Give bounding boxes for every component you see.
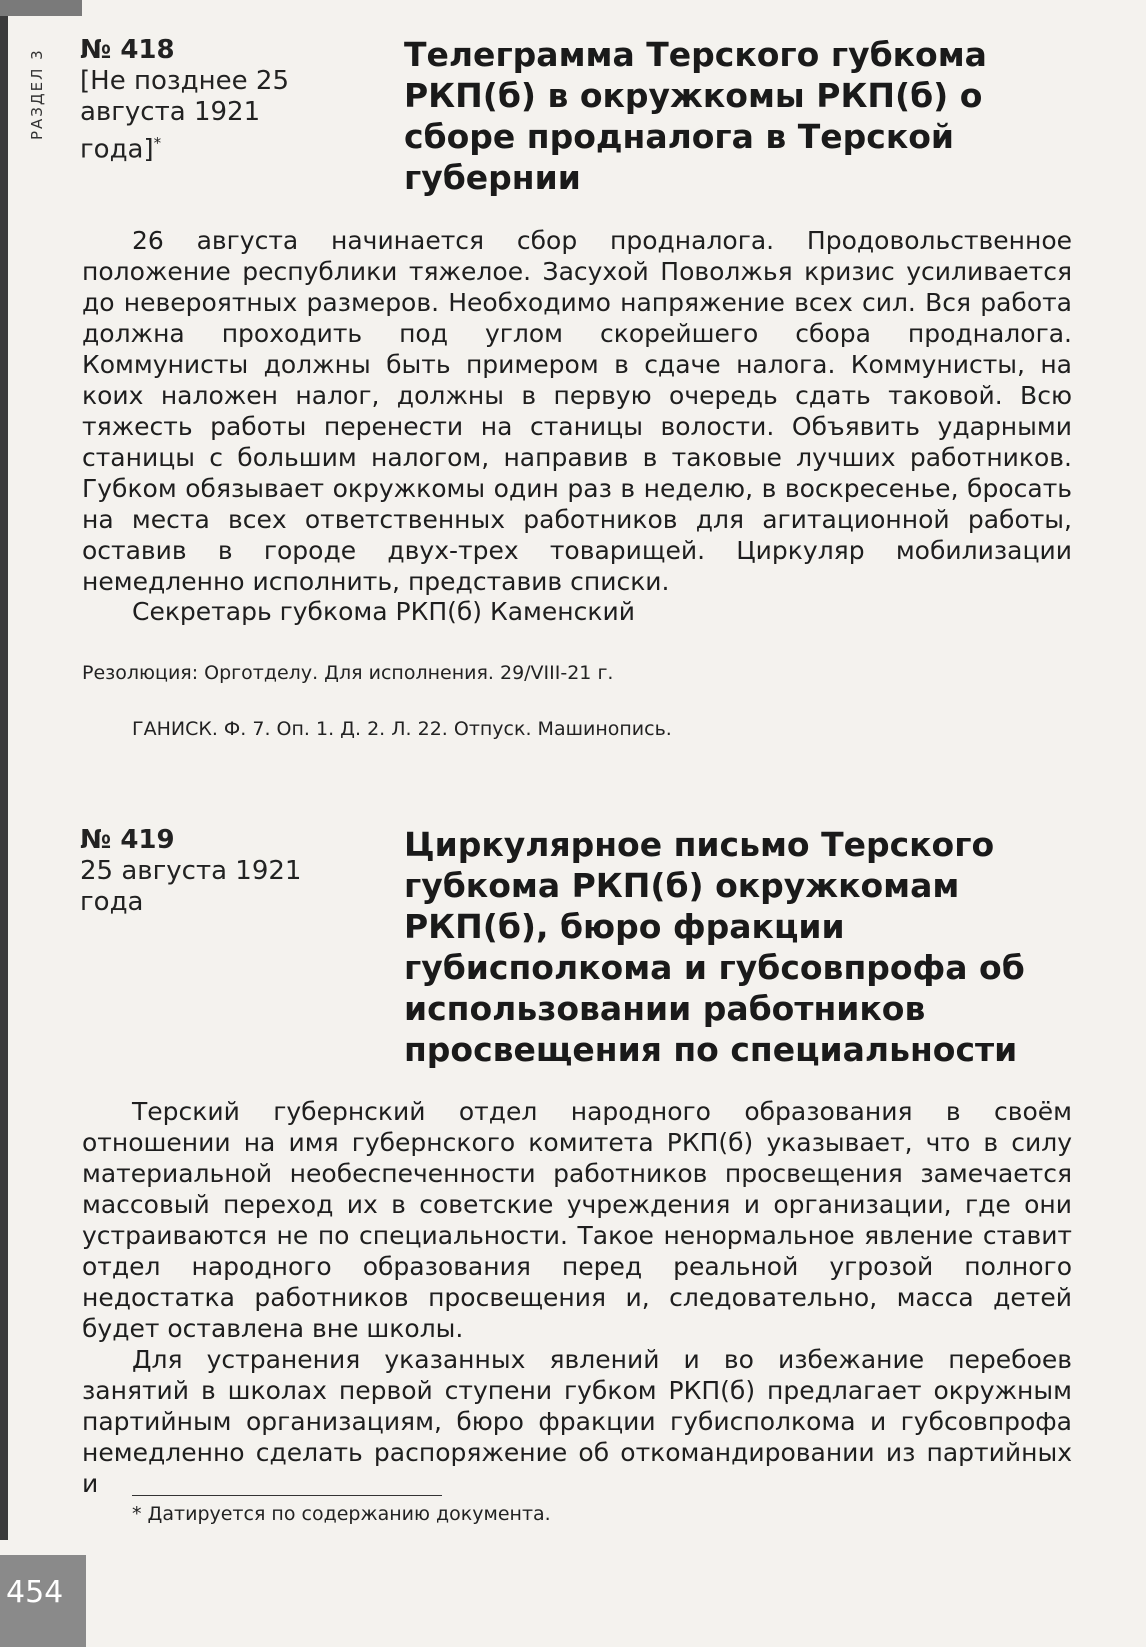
doc418-resolution: Резолюция: Орготделу. Для исполнения. 29/VIII-21 г. [82, 662, 614, 684]
doc418-meta [80, 35, 330, 166]
doc418-paragraph: 26 августа начинается сбор продналога. Продовольственное положение республики тяжелое. Засухой Поволжья кризис усиливается до невероятных размеров. Необходимо напряжение всех сил. Вся работа должна проходить под углом скорейшего сбора продналога. Коммунисты должны быть примером в сдаче налога. Коммунисты, на коих наложен налог, должны в первую очередь сдать таковой. Всю тяжесть работы перенести на станицы волости. Объявить ударными станицы с большим налогом, направив в таковые лучших работников. Губком обязывает окружкомы один раз в неделю, в воскресенье, бросать на места всех ответственных работников для агитационной работы, оставив в городе двух-трех товарищей. Циркуляр мобилизации немедленно исполнить, представив списки. [82, 226, 1072, 596]
corner-tab [0, 0, 82, 16]
doc418-date-mark: * [153, 134, 162, 152]
doc418-archive-ref: ГАНИСК. Ф. 7. Оп. 1. Д. 2. Л. 22. Отпуск. Машинопись. [132, 718, 672, 740]
page-number: 454 [6, 1575, 64, 1610]
doc418-signature: Секретарь губкома РКП(б) Каменский [132, 597, 635, 626]
doc419-paragraph-2: Для устранения указанных явлений и во избежание перебоев занятий в школах первой ступени губком РКП(б) предлагает окружным партийным организациям, бюро фракции губисполкома и губсовпрофа немедленно сделать распоряжение об откомандировании из партийных и [82, 1345, 1072, 1498]
doc418-number: № 418 [80, 35, 175, 65]
footnote: * Датируется по содержанию документа. [132, 1503, 551, 1525]
page-edge-strip [0, 0, 8, 1540]
doc418-title: Телеграмма Терского губкома РКП(б) в окружкомы РКП(б) о сборе продналога в Терской губернии [404, 35, 987, 197]
section-label: РАЗДЕЛ 3 [28, 48, 46, 140]
doc418-date: [Не позднее 25 августа 1921 года] [80, 66, 290, 165]
doc419-meta [80, 825, 330, 918]
doc419-paragraph-1: Терский губернский отдел народного образования в своём отношении на имя губернского комитета РКП(б) указывает, что в силу материальной необеспеченности работников просвещения замечается массовый переход их в советские учреждения и организации, где они устраиваются не по специальности. Такое ненормальное явление ставит отдел народного образования перед реальной угрозой полного недостатка работников просвещения и, следовательно, масса детей будет оставлена вне школы. [82, 1097, 1072, 1343]
doc419-number: № 419 [80, 825, 175, 855]
doc419-body [82, 1096, 1072, 1499]
doc419-title: Циркулярное письмо Терского губкома РКП(б) окружкомам РКП(б), бюро фракции губисполкома и губсовпрофа об использовании работников просвещения по специальности [404, 825, 1025, 1069]
footnote-divider [132, 1495, 442, 1496]
doc418-body [82, 225, 1072, 597]
doc419-date: 25 августа 1921 года [80, 856, 302, 917]
